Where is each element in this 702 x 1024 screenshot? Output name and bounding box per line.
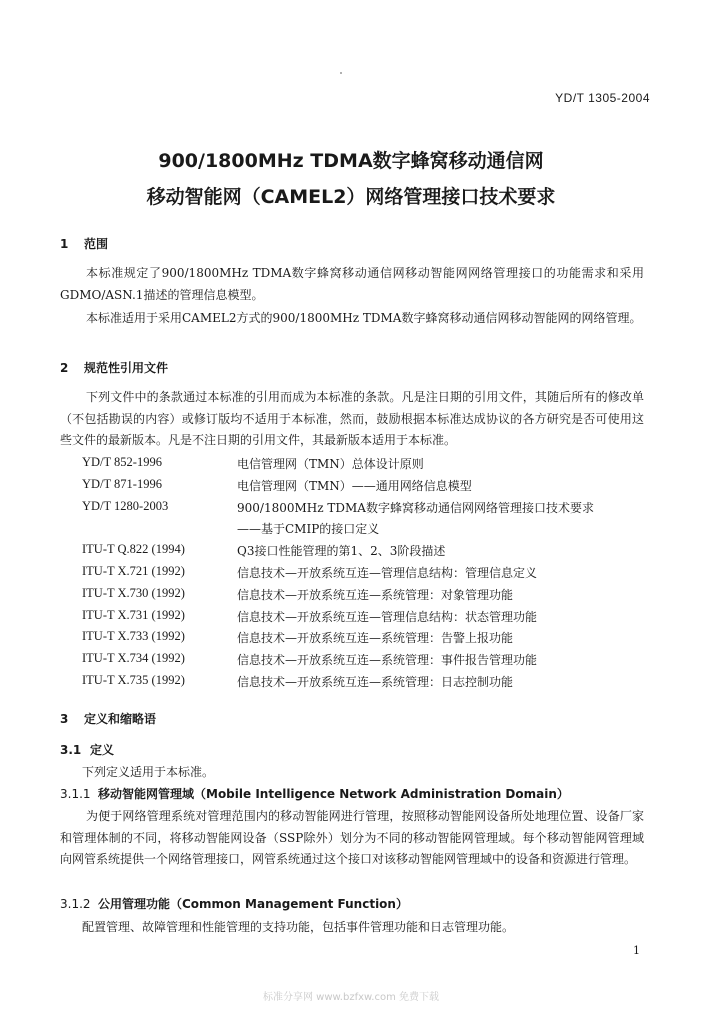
reference-item — [82, 542, 642, 564]
reference-code: ITU-T Q.822 (1994) — [82, 542, 185, 557]
reference-list — [82, 455, 642, 695]
section-title: 定义和缩略语 — [84, 712, 157, 726]
reference-code: YD/T 1280-2003 — [82, 498, 169, 513]
reference-title: 信息技术—开放系统互连—管理信息结构：状态管理功能 — [237, 609, 538, 624]
reference-title: 信息技术—开放系统互连—管理信息结构：管理信息定义 — [237, 565, 538, 580]
reference-title: 电信管理网（TMN）总体设计原则 — [237, 457, 424, 471]
subsection-number: 3.1.1 — [60, 787, 91, 801]
title-line-1: 900/1800MHz TDMA数字蜂窝移动通信网 — [158, 150, 544, 172]
reference-item — [82, 564, 642, 586]
reference-code: ITU-T X.730 (1992) — [82, 585, 185, 600]
reference-title: 电信管理网（TMN）——通用网络信息模型 — [237, 478, 472, 493]
subsection-3-1-2-heading — [60, 895, 408, 912]
reference-title: 900/1800MHz TDMA数字蜂窝移动通信网网络管理接口技术要求 — [237, 500, 594, 515]
reference-title: 信息技术—开放系统互连—系统管理：对象管理功能 — [237, 587, 514, 602]
section-2-heading — [60, 359, 168, 376]
page-number: 1 — [633, 944, 640, 957]
subsection-number: 3.1.2 — [60, 897, 91, 911]
subsection-3-1-heading — [60, 741, 114, 758]
section-number: 2 — [60, 361, 69, 375]
subsection-3-1-1-para: 为便于网络管理系统对管理范围内的移动智能网进行管理，按照移动智能网设备所处地理位置、设备厂家和管理体制的不同，将移动智能网设备（SSP除外）划分为不同的移动智能网管理域。每个移动智能网管理域向网管系统提供一个网络管理接口，网管系统通过这个接口对该移动智能网管理域中的设备和资源进行管理。 — [60, 809, 644, 866]
section-1-para-2: 本标准适用于采用CAMEL2方式的900/1800MHz TDMA数字蜂窝移动通信网移动智能网的网络管理。 — [86, 311, 642, 325]
reference-title: Q3接口性能管理的第1、2、3阶段描述 — [237, 544, 446, 559]
subsection-number: 3.1 — [60, 743, 82, 757]
reference-code: YD/T 852-1996 — [82, 455, 162, 469]
section-1-heading — [60, 235, 108, 252]
subsection-title: 定义 — [90, 743, 115, 757]
watermark-footer: 标准分享网 www.bzfxw.com 免费下载 — [263, 992, 439, 1003]
section-number: 1 — [60, 237, 69, 251]
reference-code: ITU-T X.731 (1992) — [82, 607, 185, 622]
reference-code: ITU-T X.733 (1992) — [82, 629, 185, 644]
title-line-2: 移动智能网（CAMEL2）网络管理接口技术要求 — [146, 186, 556, 208]
reference-title: 信息技术—开放系统互连—系统管理：事件报告管理功能 — [237, 653, 538, 668]
section-title: 规范性引用文件 — [84, 361, 169, 375]
subsection-3-1-1-heading — [60, 785, 569, 802]
reference-title: 信息技术—开放系统互连—系统管理：告警上报功能 — [237, 631, 514, 646]
reference-item — [82, 520, 642, 542]
reference-title: ——基于CMIP的接口定义 — [237, 522, 380, 537]
subsection-3-1-2-para: 配置管理、故障管理和性能管理的支持功能，包括事件管理功能和日志管理功能。 — [82, 920, 515, 934]
subsection-3-1-intro: 下列定义适用于本标准。 — [82, 765, 215, 779]
reference-code: ITU-T X.735 (1992) — [82, 672, 185, 687]
reference-code: ITU-T X.721 (1992) — [82, 563, 185, 578]
section-number: 3 — [60, 712, 69, 726]
reference-item — [82, 608, 642, 630]
reference-item — [82, 673, 642, 695]
reference-item — [82, 651, 642, 673]
section-title: 范围 — [84, 237, 109, 251]
reference-item — [82, 586, 642, 608]
reference-code: YD/T 871-1996 — [82, 476, 162, 491]
section-1-para-1: 本标准规定了900/1800MHz TDMA数字蜂窝移动通信网移动智能网网络管理接口的功能需求和采用GDMO/ASN.1描述的管理信息模型。 — [60, 266, 644, 302]
subsection-title: 公用管理功能（Common Management Function） — [98, 897, 408, 911]
section-2-para: 下列文件中的条款通过本标准的引用而成为本标准的条款。凡是注日期的引用文件，其随后所有的修改单（不包括勘误的内容）或修订版均不适用于本标准，然而，鼓励根据本标准达成协议的各方研究是否可使用这些文件的最新版本。凡是不注日期的引用文件，其最新版本适用于本标准。 — [60, 390, 644, 447]
reference-item — [82, 499, 642, 521]
reference-code: ITU-T X.734 (1992) — [82, 651, 185, 666]
reference-item — [82, 477, 642, 499]
reference-item — [82, 629, 642, 651]
standard-code: YD/T 1305-2004 — [555, 91, 650, 105]
subsection-title: 移动智能网管理域（Mobile Intelligence Network Administration Domain） — [98, 787, 569, 801]
section-3-heading — [60, 710, 156, 727]
scan-speck — [340, 72, 342, 74]
reference-item — [82, 455, 642, 477]
reference-title: 信息技术—开放系统互连—系统管理：日志控制功能 — [237, 674, 514, 689]
